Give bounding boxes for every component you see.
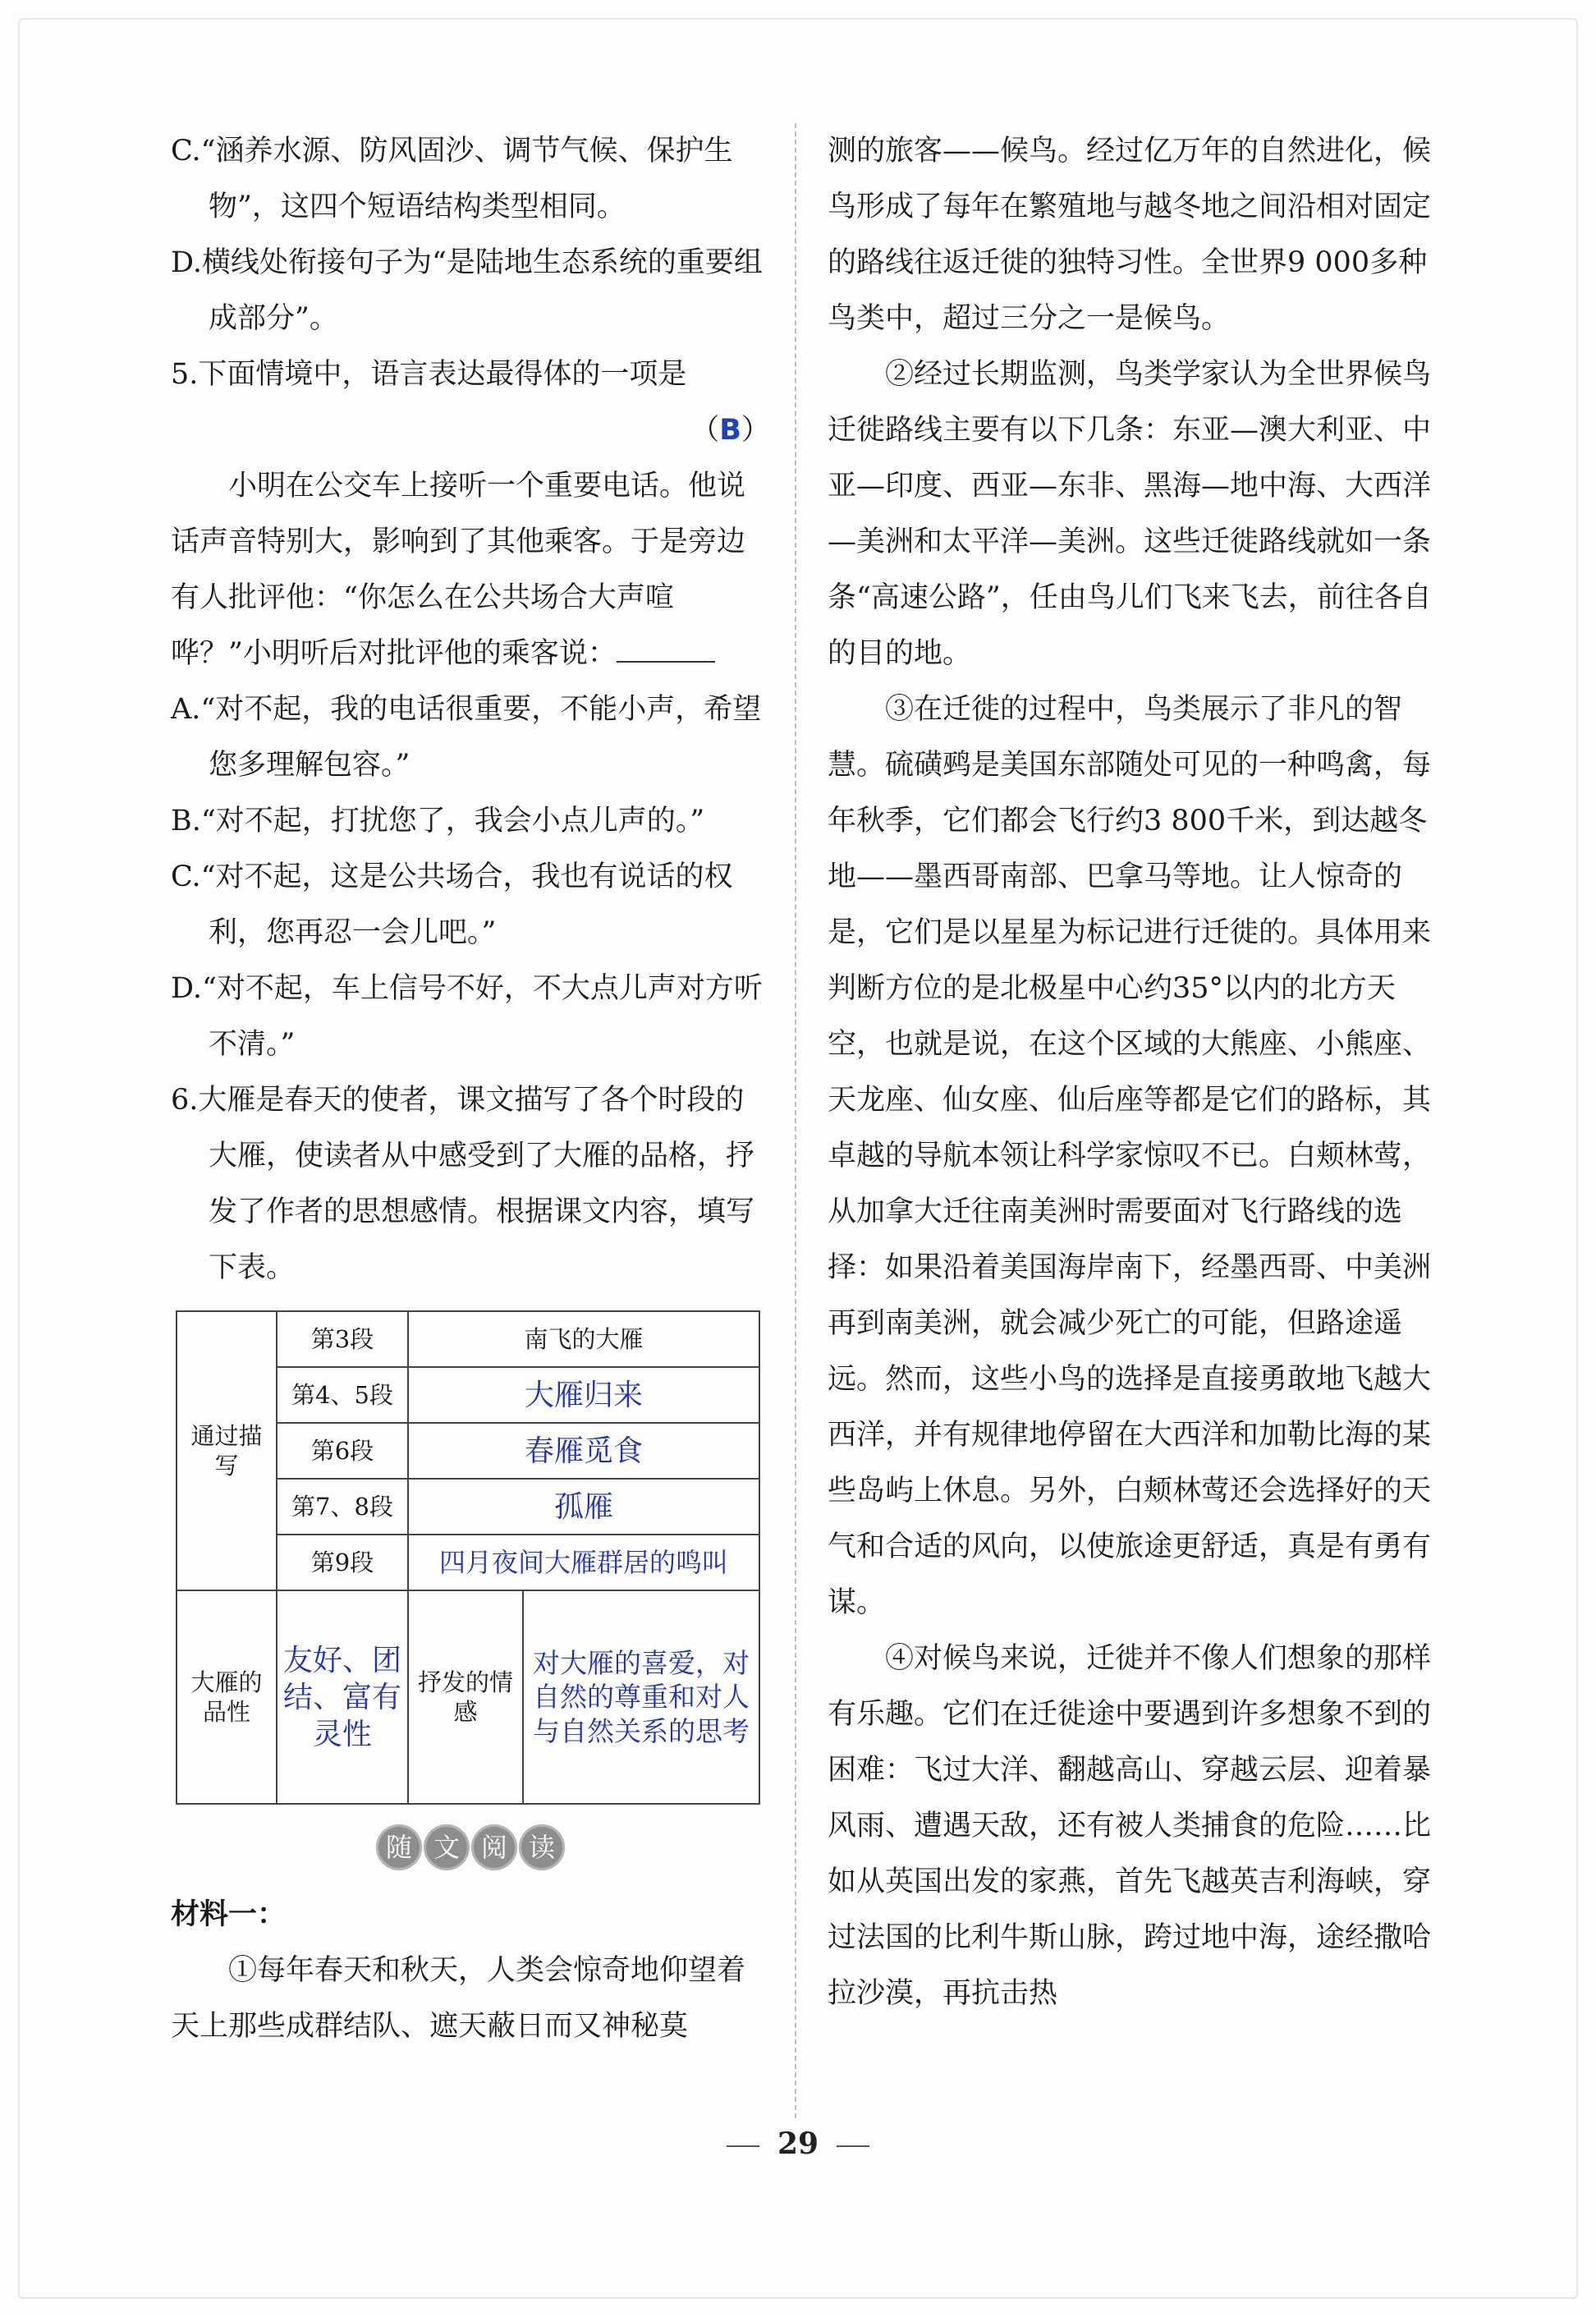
q5-option-a: A.“对不起，我的电话很重要，不能小声，希望您多理解包容。” (171, 693, 762, 782)
title-badge: 阅 (471, 1824, 517, 1870)
q5-answer-bracket: （B） (690, 414, 770, 447)
handwritten-answer: 大雁归来 (408, 1367, 759, 1423)
group-label: 通过描写 (177, 1311, 277, 1590)
answer-blank (617, 633, 715, 663)
column-divider (795, 123, 796, 2118)
material-paragraph-1-cont: 测的旅客——候鸟。经过亿万年的自然进化，候鸟形成了每年在繁殖地与越冬地之间沿相对固定的路线往返迁徙的独特习性。全世界9 000多种鸟类中，超过三分之一是候鸟。 (828, 135, 1432, 335)
title-badge: 读 (519, 1824, 565, 1870)
right-column (828, 123, 1440, 2021)
q5-option-d: D.“对不起，车上信号不好，不大点儿声对方听不清。” (171, 972, 763, 1061)
emotion-answer: 对大雁的喜爱，对自然的尊重和对人与自然关系的思考 (523, 1590, 759, 1804)
q4-option-d: D.横线处衔接句子为“是陆地生态系统的重要组成部分”。 (171, 246, 763, 335)
handwritten-answer: 春雁觅食 (408, 1423, 759, 1479)
section-cell: 第3段 (277, 1311, 408, 1367)
material-paragraph-4: ④对候鸟来说，迁徙并不像人们想象的那样有乐趣。它们在迁徙途中要遇到许多想象不到的困难：飞过大洋、翻越高山、穿越云层、迎着暴风雨、遭遇天敌，还有被人类捕食的危险……比如从英国出发的家燕，首先飞越英吉利海峡，穿过法国的比利牛斯山脉，跨过地中海，途经撒哈拉沙漠，再抗击热 (828, 1642, 1432, 2010)
q5-option-b: B.“对不起，打扰您了，我会小点儿声的。” (171, 805, 705, 837)
q5-answer: B (719, 414, 741, 447)
material-paragraph-3: ③在迁徙的过程中，鸟类展示了非凡的智慧。硫磺鹀是美国东部随处可见的一种鸣禽，每年秋季，它们都会飞行约3 800千米，到达越冬地——墨西哥南部、巴拿马等地。让人惊奇的是，它们是以星星为标记进行迁徙的。具体用来判断方位的是北极星中心约35°以内的北方天空，也就是说，在这个区域的大熊座、小熊座、天龙座、仙女座、仙后座等都是它们的路标，其卓越的导航本领让科学家惊叹不已。白颊林莺，从加拿大迁往南美洲时需要面对飞行路线的选择：如果沿着美国海岸南下，经墨西哥、中美洲再到南美洲，就会减少死亡的可能，但路途遥远。然而，这些小鸟的选择是直接勇敢地飞越大西洋，并有规律地停留在大西洋和加勒比海的某些岛屿上休息。另外，白颊林莺还会选择好的天气和合适的风向，以使旅途更舒适，真是有勇有谋。 (828, 693, 1432, 1619)
title-badge: 随 (376, 1824, 422, 1870)
page-number: 29 (777, 2127, 819, 2161)
q5-passage: 小明在公交车上接听一个重要电话。他说话声音特别大，影响到了其他乘客。于是旁边有人批评他：“你怎么在公共场合大声喧哗？”小明听后对批评他的乘客说： (171, 470, 746, 670)
page-footer (0, 2127, 1596, 2161)
q4-option-c: C.“涵养水源、防风固沙、调节气候、保护生物”，这四个短语结构类型相同。 (171, 135, 733, 223)
q6-table (176, 1310, 760, 1805)
material-paragraph-2: ②经过长期监测，鸟类学家认为全世界候鸟迁徙路线主要有以下几条：东亚—澳大利亚、中亚—印度、西亚—东非、黑海—地中海、大西洋—美洲和太平洋—美洲。这些迁徙路线就如一条条“高速公路”，任由鸟儿们飞来飞去，前往各自的目的地。 (828, 358, 1432, 670)
quality-answer: 友好、团结、富有灵性 (277, 1590, 408, 1804)
quality-label: 大雁的品性 (177, 1590, 277, 1804)
handwritten-answer: 四月夜间大雁群居的鸣叫 (408, 1535, 759, 1590)
material-label: 材料一： (171, 1898, 287, 1931)
material-paragraph-1: ①每年春天和秋天，人类会惊奇地仰望着天上那些成群结队、遮天蔽日而又神秘莫 (171, 1954, 746, 2043)
left-column (171, 123, 770, 2054)
title-badge: 文 (424, 1824, 470, 1870)
q5-stem: 5.下面情境中，语言表达最得体的一项是 (171, 358, 687, 391)
emotion-label: 抒发的情感 (408, 1590, 523, 1804)
section-cell: 第4、5段 (277, 1367, 408, 1423)
handwritten-answer: 孤雁 (408, 1479, 759, 1535)
section-cell: 第7、8段 (277, 1479, 408, 1535)
q6-stem: 6.大雁是春天的使者，课文描写了各个时段的大雁，使读者从中感受到了大雁的品格，抒发了作者的思想感情。根据课文内容，填写下表。 (171, 1084, 755, 1284)
section-cell: 第9段 (277, 1535, 408, 1590)
section-cell: 第6段 (277, 1423, 408, 1479)
q5-option-c: C.“对不起，这是公共场合，我也有说话的权利，您再忍一会儿吧。” (171, 860, 733, 949)
section-title (171, 1819, 770, 1879)
content-cell: 南飞的大雁 (408, 1311, 759, 1367)
